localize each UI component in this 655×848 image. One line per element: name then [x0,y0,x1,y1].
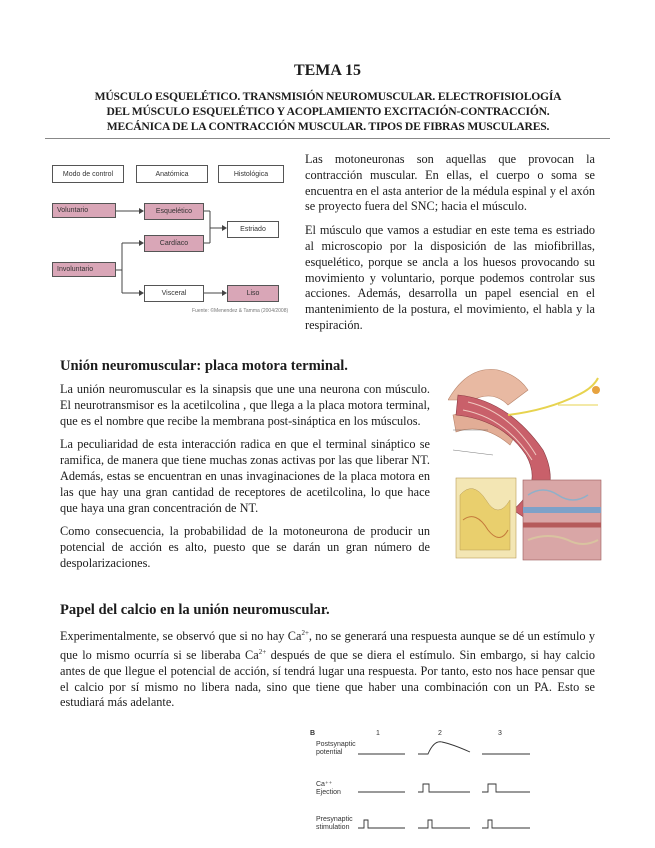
section2-paragraph [60,626,595,711]
neuromuscular-junction-illustration [448,360,606,565]
nmj-drawing [448,360,606,565]
section2-text-a: Experimentalmente, se observó que si no hay Ca [60,629,302,644]
section2-text-c: después de que se diera el estímulo. Sin embargo, si hay calcio antes de que llegue el potencial de acción, sí tendrá lugar una respuesta. Por tanto, esto nos hace pensar que el calcio por sí mismo no libera nada, sino que tiene que haber una combinación con un PA. Esto se estudiará más adelante. [60,647,595,710]
intro-paragraph: El músculo que vamos a estudiar en este tema es estriado al microscopio por la disposición de las miofibrillas, esquelético, porque se ancla a los huesos provocando su movimiento y voluntario, porque podemos controlar sus acciones. Además, desarrolla un papel esencial en el mantenimiento de la postura, el movimiento, el habla y la respiración. [305,223,595,332]
row-label-line: Postsynaptic [316,741,356,748]
subtitle-line: MECÁNICA DE LA CONTRACCIÓN MUSCULAR. TIPOS DE FIBRAS MUSCULARES. [106,120,550,133]
calcium-experiment-figure [310,730,540,840]
diagram-credit: Fuente: ©Menendez & Tamma (2004/2008) [192,308,289,314]
section1-text [60,382,430,572]
calcium-superscript: 2+ [258,647,267,656]
column-label-3: 3 [498,730,502,737]
esqueletico-box: Esquelético [144,203,204,220]
section2-text-b: , no se generará una respuesta aunque se dé un estímulo y que lo mismo ocurría si se liberaba Ca [60,629,595,662]
header-divider [45,138,610,139]
row-label-line: potential [316,749,343,756]
section1-paragraph: Como consecuencia, la probabilidad de la motoneurona de producir un potencial de acción es alto, puesto que se darán un gran número de despolarizaciones. [60,524,430,570]
section1-paragraph: La unión neuromuscular es la sinapsis que une una neurona con músculo. El neurotransmisor es la acetilcolina , que llega a la placa motora terminal, que es el nombre que recibe la membrana post-sináptica en los músculos. [60,382,430,428]
involuntario-box: Involuntario [52,262,116,277]
calcium-traces [310,730,540,840]
column-label-2: 2 [438,730,442,737]
page-title: TEMA 15 [293,62,362,79]
cardiaco-box: Cardíaco [144,235,204,252]
header-anatomica: Anatómica [136,165,208,183]
subtitle-line: DEL MÚSCULO ESQUELÉTICO Y ACOPLAMIENTO EXCITACIÓN-CONTRACCIÓN. [106,105,550,118]
visceral-box: Visceral [144,285,204,302]
section-heading-calcio: Papel del calcio en la unión neuromuscular. [60,602,330,618]
subtitle-line: MÚSCULO ESQUELÉTICO. TRANSMISIÓN NEUROMUSCULAR. ELECTROFISIOLOGÍA [94,90,562,103]
liso-box: Liso [227,285,279,302]
calcium-superscript: 2+ [301,629,309,637]
voluntario-box: Voluntario [52,203,116,218]
row-label-line: Ejection [316,789,341,796]
estriado-box: Estriado [227,221,279,238]
page-subtitle [48,89,608,134]
row-label-line: stimulation [316,824,350,831]
header-histologica: Histológica [218,165,284,183]
section-heading-neuromuscular: Unión neuromuscular: placa motora terminal. [60,358,348,374]
muscle-control-diagram [52,158,292,318]
figure-panel-label: B [310,730,316,737]
column-label-1: 1 [376,730,380,737]
intro-text [305,152,595,334]
row-label-line: Presynaptic [316,816,353,823]
row-label-line: Ca⁺⁺ [316,781,333,788]
section1-paragraph: La peculiaridad de esta interacción radica en que el terminal sináptico se ramifica, de manera que tiene muchas zonas activas por las que liberar NT. Además, estas se encuentran en unas invaginaciones de la placa motora en las que hay una gran cantidad de receptores de acetilcolina, lo que hace que haya una gran concentración de NT. [60,437,430,515]
header-modo-control: Modo de control [52,165,124,183]
intro-paragraph: Las motoneuronas son aquellas que provocan la contracción muscular. En ellas, el cuerpo o soma se encuentra en el asta anterior de la médula espinal y el axón se proyecto fuera del SNC; hacia el músculo. [305,152,595,214]
